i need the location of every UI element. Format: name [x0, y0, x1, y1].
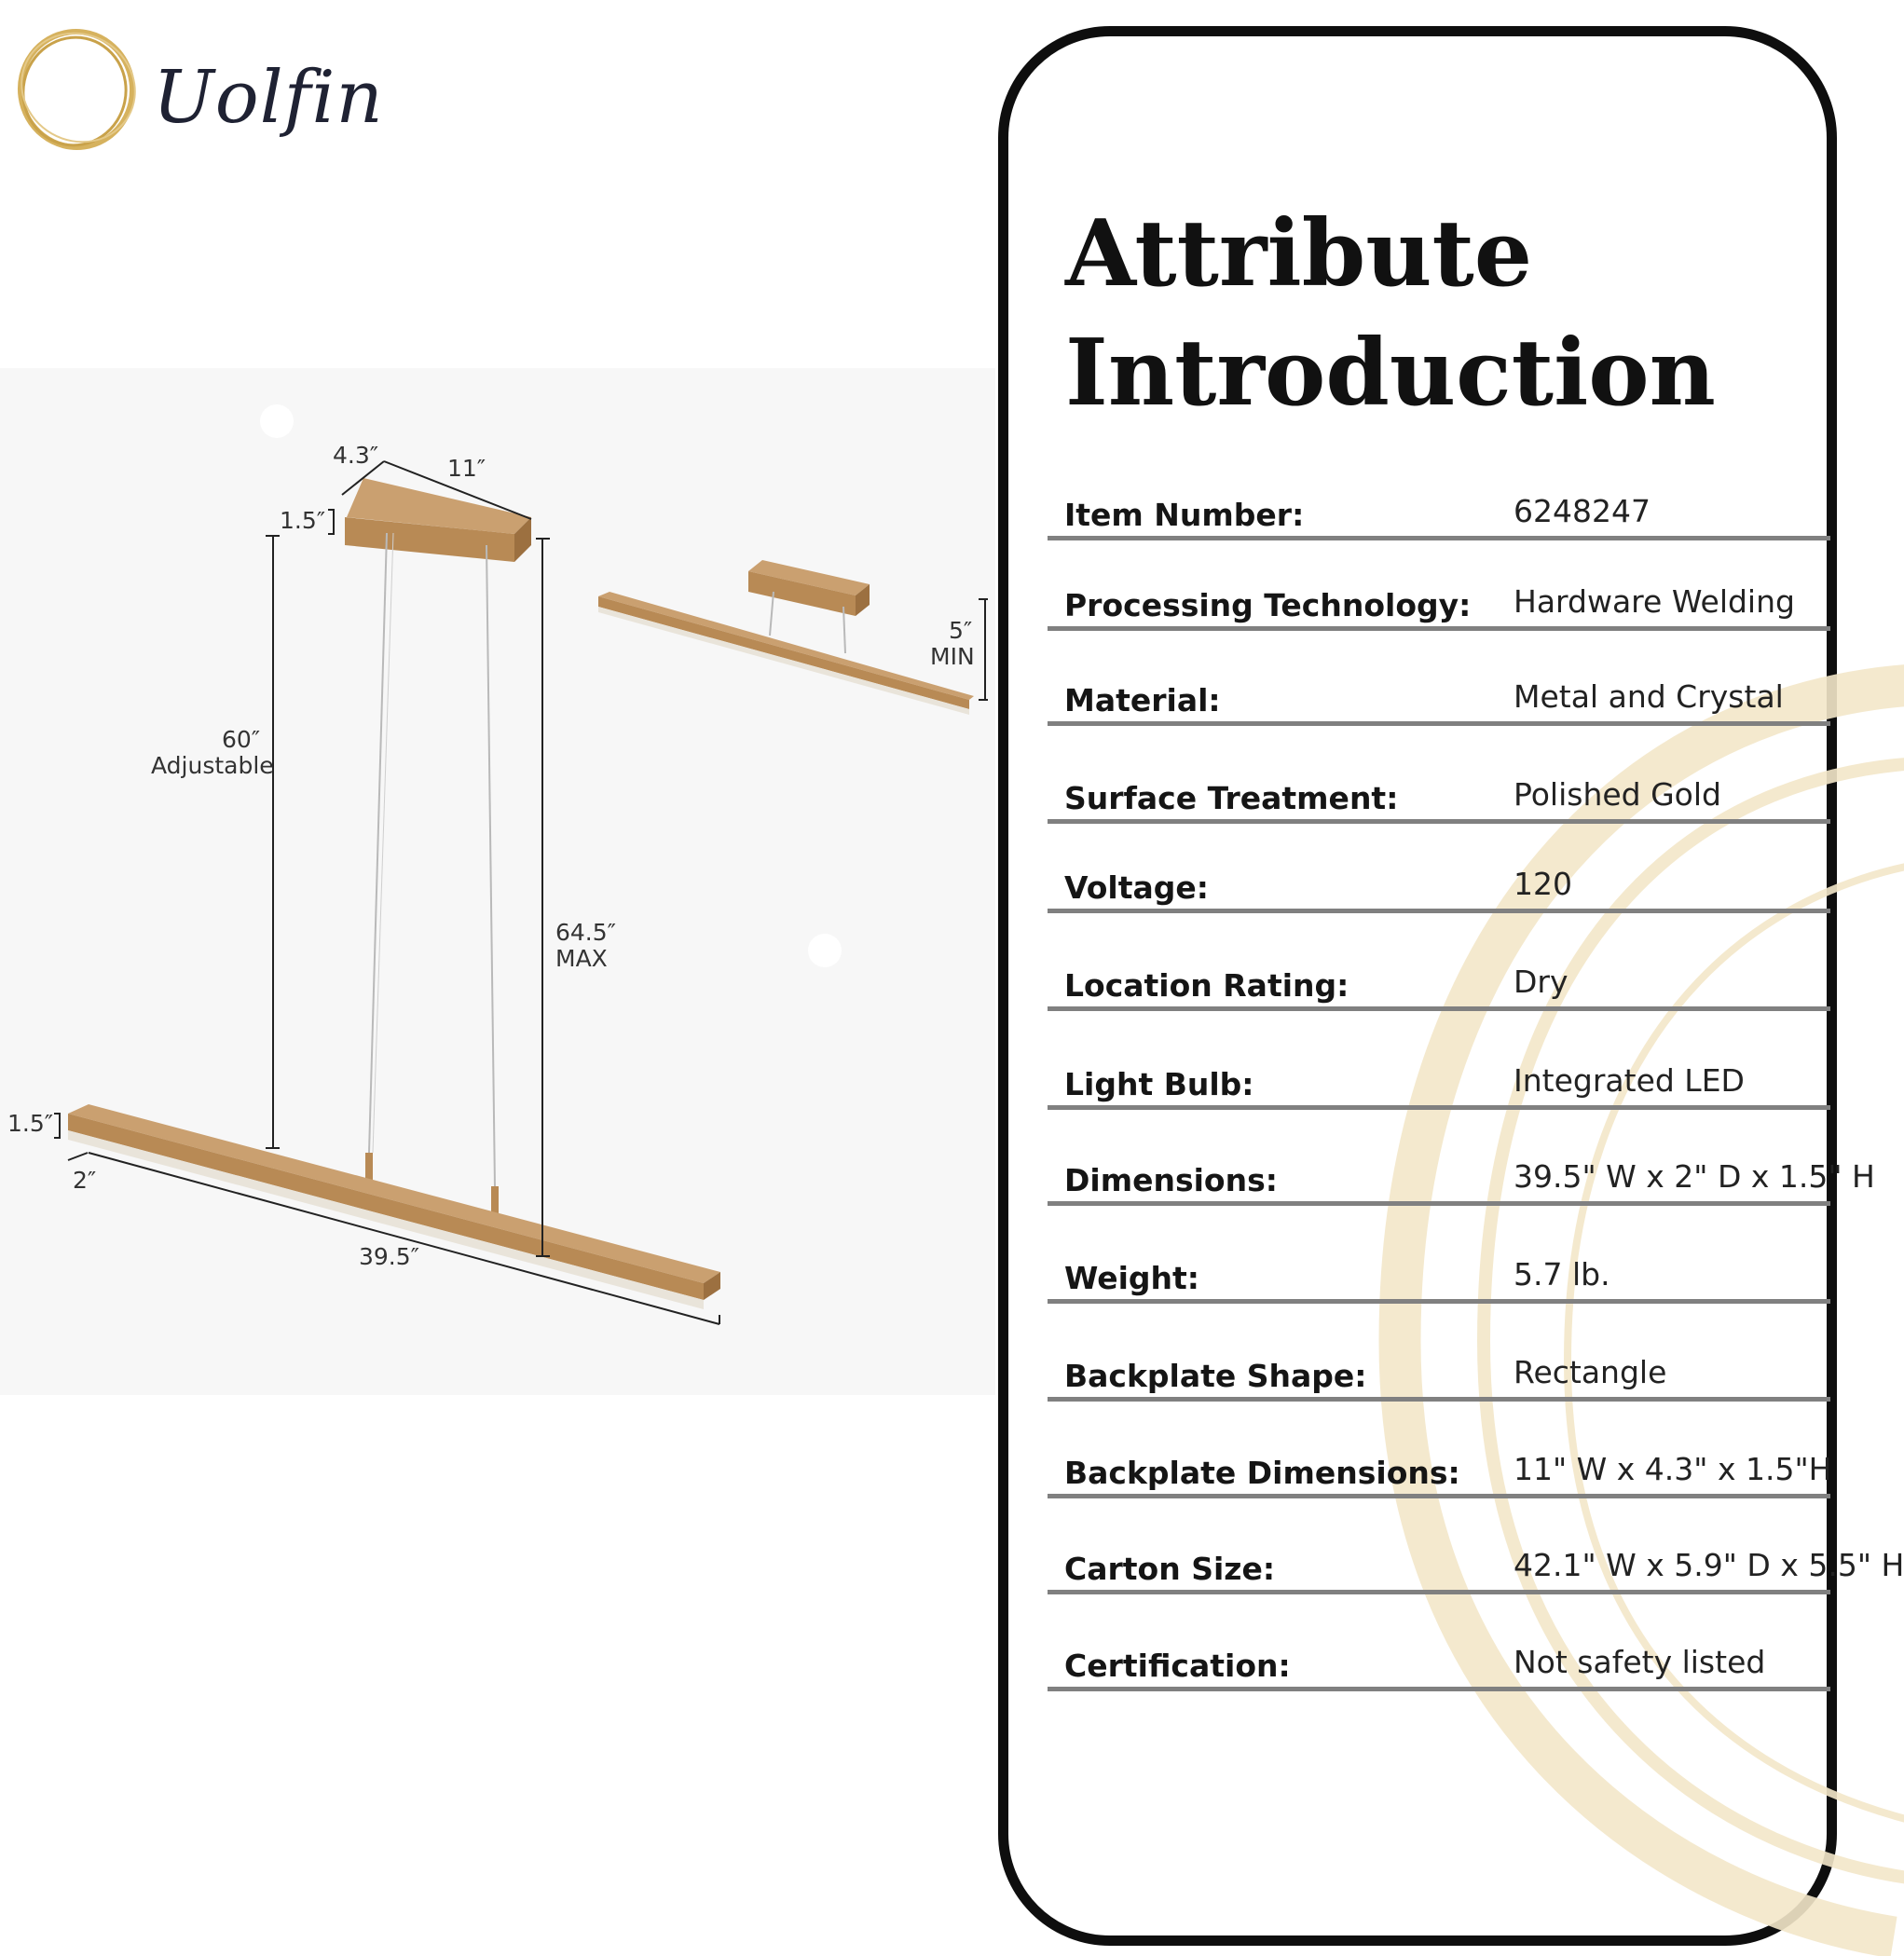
spec-row-voltage: [1048, 857, 1830, 913]
pendant-light-drawing: [0, 368, 995, 1395]
row-divider: [1048, 536, 1830, 540]
row-divider: [1048, 1201, 1830, 1206]
spec-row-surface-treatment: [1048, 768, 1830, 824]
spec-row-backplate-shape: [1048, 1346, 1830, 1402]
spec-value: 6248247: [1514, 493, 1651, 529]
spec-label: Backplate Dimensions:: [1064, 1455, 1460, 1491]
spec-value: 42.1" W x 5.9" D x 5.5" H: [1514, 1547, 1904, 1583]
min-height-fixture: [598, 560, 974, 715]
product-dimension-diagram: [0, 368, 995, 1395]
spec-value: 39.5" W x 2" D x 1.5" H: [1514, 1158, 1875, 1195]
bar-depth-label: 2″: [73, 1167, 97, 1194]
spec-label: Voltage:: [1064, 869, 1209, 906]
spec-value: Rectangle: [1514, 1354, 1667, 1390]
spec-label: Weight:: [1064, 1260, 1200, 1296]
main-light-bar: [68, 1104, 720, 1309]
card-title: [1065, 195, 1716, 433]
spec-row-carton-size: [1048, 1539, 1904, 1594]
max-height-label: 64.5″: [555, 919, 617, 946]
brand-logo: [13, 21, 384, 160]
gold-ring-logo-icon: [13, 21, 144, 160]
title-line-1: Attribute: [1065, 200, 1533, 308]
spec-row-weight: [1048, 1248, 1830, 1304]
spec-label: Certification:: [1064, 1648, 1291, 1684]
brand-name: Uolfin: [153, 56, 384, 140]
spec-label: Item Number:: [1064, 497, 1305, 533]
title-line-2: Introduction: [1065, 320, 1716, 427]
spec-label: Surface Treatment:: [1064, 780, 1399, 816]
spec-value: Hardware Welding: [1514, 583, 1795, 620]
backplate-width-label: 11″: [447, 455, 486, 482]
spec-value: 120: [1514, 866, 1572, 902]
bar-height-label: 1.5″: [7, 1110, 54, 1137]
spec-row-processing-technology: [1048, 575, 1830, 631]
spec-value: Not safety listed: [1514, 1644, 1766, 1680]
backplate-depth-label: 4.3″: [333, 442, 379, 469]
row-divider: [1048, 1494, 1830, 1498]
min-height-label: 5″: [949, 617, 973, 644]
spec-row-certification: [1048, 1635, 1830, 1691]
spec-row-location-rating: [1048, 955, 1830, 1011]
spec-row-light-bulb: [1048, 1054, 1830, 1110]
spec-label: Location Rating:: [1064, 967, 1349, 1004]
backplate-height-label: 1.5″: [280, 507, 326, 534]
spec-row-item-number: [1048, 485, 1830, 540]
spec-value: Metal and Crystal: [1514, 678, 1784, 715]
spec-label: Processing Technology:: [1064, 587, 1472, 623]
row-divider: [1048, 1299, 1830, 1304]
spec-label: Backplate Shape:: [1064, 1358, 1367, 1394]
bar-length-label: 39.5″: [359, 1243, 420, 1270]
attribute-card: [998, 26, 1904, 1946]
spec-value: Polished Gold: [1514, 776, 1721, 813]
spec-value: 11" W x 4.3" x 1.5"H: [1514, 1451, 1832, 1487]
spec-label: Carton Size:: [1064, 1551, 1276, 1587]
spec-row-material: [1048, 670, 1830, 726]
row-divider: [1048, 1397, 1830, 1402]
row-divider: [1048, 819, 1830, 824]
row-divider: [1048, 1687, 1830, 1691]
spec-value: 5.7 lb.: [1514, 1256, 1610, 1293]
min-note-label: MIN: [930, 643, 975, 670]
row-divider: [1048, 626, 1830, 631]
spec-label: Light Bulb:: [1064, 1066, 1254, 1102]
spec-label: Material:: [1064, 682, 1221, 718]
row-divider: [1048, 909, 1830, 913]
backplate-canopy: [345, 478, 531, 562]
spec-row-backplate-dimensions: [1048, 1443, 1830, 1498]
spec-row-dimensions: [1048, 1150, 1875, 1206]
hanging-note-label: Adjustable: [151, 752, 274, 779]
row-divider: [1048, 1590, 1830, 1594]
spec-label: Dimensions:: [1064, 1162, 1278, 1198]
row-divider: [1048, 1006, 1830, 1011]
row-divider: [1048, 1105, 1830, 1110]
spec-value: Dry: [1514, 964, 1568, 1000]
spec-value: Integrated LED: [1514, 1062, 1745, 1099]
row-divider: [1048, 721, 1830, 726]
hanging-length-label: 60″: [222, 726, 261, 753]
max-note-label: MAX: [555, 945, 608, 972]
